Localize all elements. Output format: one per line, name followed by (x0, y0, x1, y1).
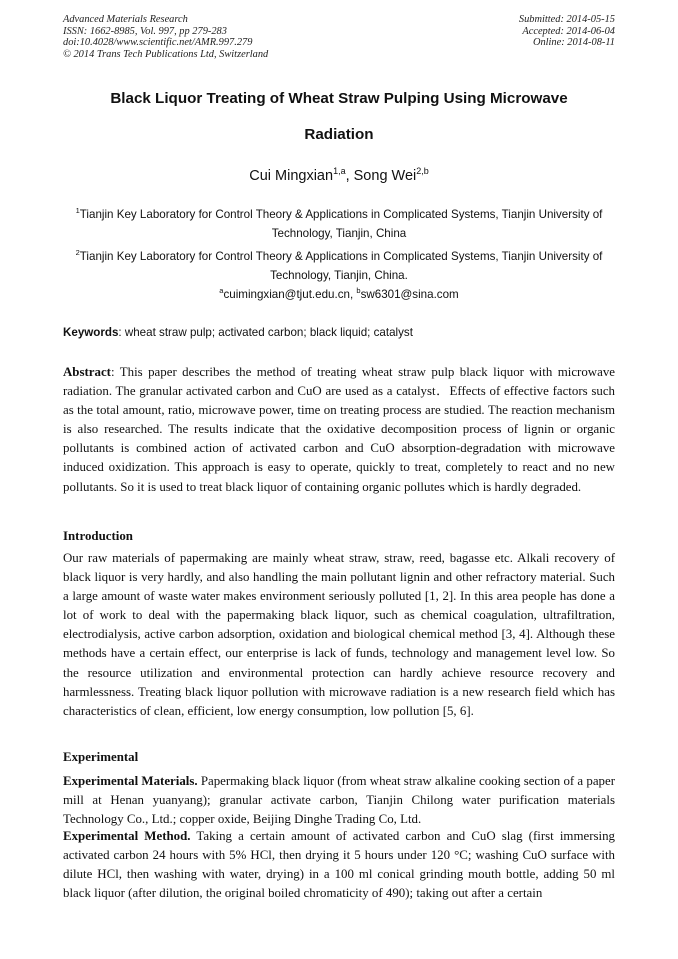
affiliation-1 (63, 201, 615, 243)
author-separator: , (345, 167, 354, 184)
materials-text: Papermaking black liquor (from wheat straw alkaline cooking section of a paper mill at Henan yuanyang); granular activate carbon, Tianjin Chilong water purification materials Technology Co., Ltd.; copper oxide, Beijing Dinghe Trading Co, Ltd. (63, 774, 615, 827)
email-marker: b (356, 286, 361, 295)
abstract-label: Abstract (63, 365, 111, 379)
author-list (63, 166, 615, 184)
abstract-text: : This paper describes the method of treating wheat straw pulp black liquor with microwave radiation. The granular activated carbon and CuO are used as a catalyst．Effects of effective factors such as the total amount, ratio, microwave power, time on treating process are studied. The reaction mechanism is also researched. The results indicate that the oxidative decomposition process of lignin or organic pollutants is combined action of activated carbon and CuO absorption-degradation with microwave induced oxidization. This approach is easy to operate, quickly to treat, completely to react and no new pollutants. So it is used to treat black liquor of containing organic pollutes which is hardly degraded. (63, 365, 615, 494)
experimental-method-paragraph (63, 827, 615, 903)
author-emails (63, 286, 615, 301)
experimental-materials-paragraph (63, 772, 615, 829)
paper-title-line2: Radiation (304, 126, 374, 143)
author-name: Cui Mingxian (249, 167, 334, 184)
doi-line: doi:10.4028/www.scientific.net/AMR.997.279 (63, 37, 253, 49)
affiliation-2 (63, 243, 615, 285)
keywords-line (63, 326, 615, 339)
submitted-date: Submitted: 2014-05-15 (518, 14, 615, 25)
method-text: Taking a certain amount of activated carbon and CuO slag (first immersing activated carbon 24 hours with 5% HCl, then drying it 5 hours under 120 °C; washing CuO surface with dilute HCl, then washing with water, drying) in a 100 ml conical grinding mouth bottle, adding 50 ml black liquor (after dilution, the original boiled chromaticity of 490); taking out after a certain (63, 829, 615, 901)
keywords-text: : wheat straw pulp; activated carbon; black liquid; catalyst (118, 326, 413, 339)
method-label: Experimental Method. (63, 829, 191, 843)
email-address: cuimingxian@tjut.edu.cn, (223, 287, 357, 301)
abstract-paragraph (63, 363, 615, 497)
affiliation-marker: 1 (75, 206, 80, 215)
paper-title-line1: Black Liquor Treating of Wheat Straw Pulping Using Microwave (110, 90, 568, 107)
email-address: sw6301@sina.com (360, 287, 459, 301)
author-name: Song Wei (353, 167, 417, 184)
materials-label: Experimental Materials. (63, 774, 198, 788)
author-superscript: 2,b (416, 166, 429, 176)
issn-line: ISSN: 1662-8985, Vol. 997, pp 279-283 (63, 25, 227, 37)
keywords-label: Keywords (63, 326, 119, 339)
copyright-line: © 2014 Trans Tech Publications Ltd, Switzerland (63, 48, 269, 60)
affiliation-marker: 2 (75, 248, 80, 257)
section-heading-introduction: Introduction (63, 529, 133, 543)
journal-header-right (519, 14, 615, 49)
author-superscript: 1,a (333, 166, 346, 176)
introduction-paragraph: Our raw materials of papermaking are mainly wheat straw, straw, reed, bagasse etc. Alkali recovery of black liquor is very hardly, and also handling the main pollutant lignin and other refractory material. Such a large amount of waste water makes environment seriously polluted [1, 2]. In this area people has done a lot of work to deal with the papermaking black liquor, such as chemical coagulation, ultrafiltration, electrodialysis, active carbon adsorption, oxidation and biological chemical method [3, 4]. Although these methods have a certain effect, our enterprise is lack of funds, technology and management level low. So the resource utilization and environmental protection can hardly achieve resource recovery and harmlessness. Treating black liquor pollution with microwave radiation is a new research field which has characteristics of clean, efficient, low energy consumption, low pollution [5, 6]. (63, 551, 615, 718)
journal-header-left (63, 14, 268, 60)
accepted-date: Accepted: 2014-06-04 (522, 25, 615, 37)
journal-name: Advanced Materials Research (63, 14, 188, 25)
online-date: Online: 2014-08-11 (532, 37, 615, 49)
email-marker: a (219, 286, 224, 295)
section-heading-experimental: Experimental (63, 750, 139, 764)
affiliation-text: Tianjin Key Laboratory for Control Theory & Applications in Complicated Systems, Tianjin University of Technology, Tianjin, China. (79, 249, 603, 282)
affiliation-text: Tianjin Key Laboratory for Control Theory & Applications in Complicated Systems, Tianjin University of Technology, Tianjin, China (79, 207, 603, 240)
